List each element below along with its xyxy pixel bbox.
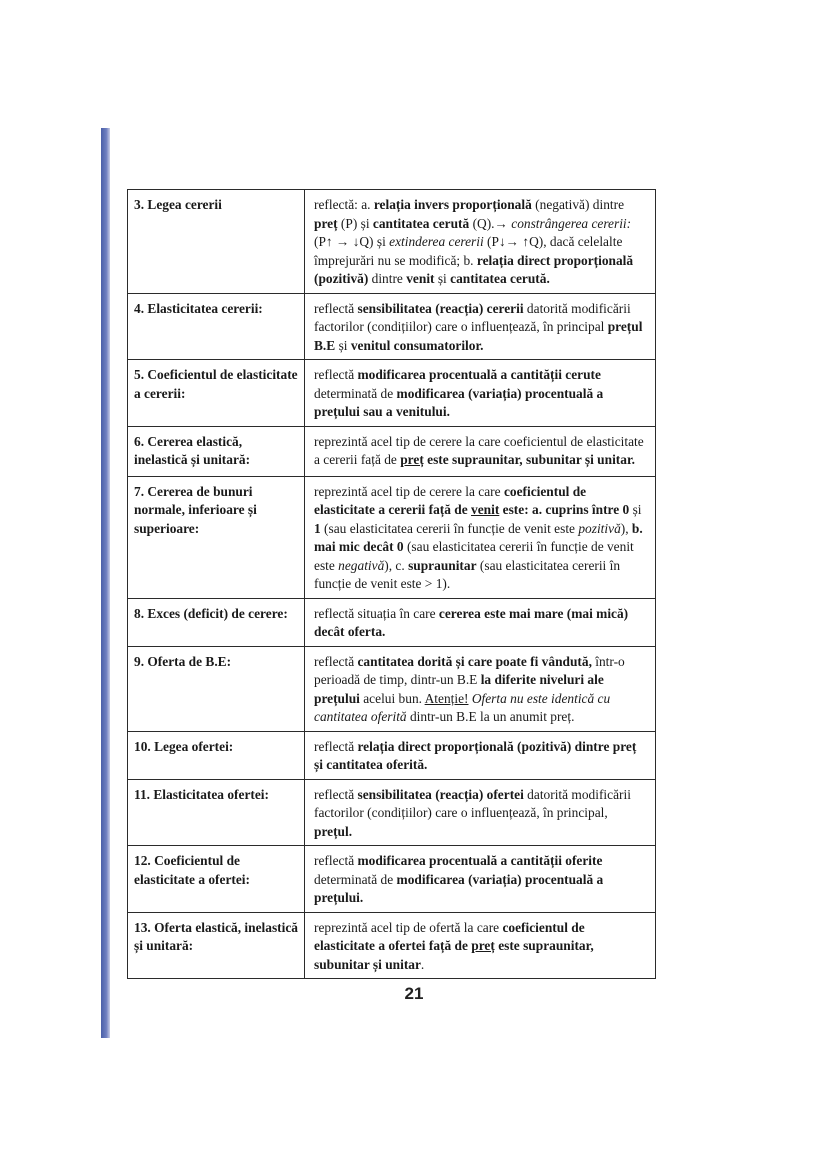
definition-cell [305,293,656,360]
definition-text: determinată de [314,871,397,887]
definition-text: coeficientul de elasticitate a ofertei față de [314,919,585,953]
definition-text: . [420,956,425,972]
definition-row [128,846,656,913]
definition-text: prețul B.E [314,319,643,353]
term-cell: 4. Elasticitatea cererii: [128,293,305,360]
definition-cell [305,426,656,476]
definition-text: (P↓→ ↑Q), dacă celelalte împrejurări nu se modifică; b. [314,234,623,268]
definition-text: reprezintă acel tip de ofertă la care [314,919,503,935]
definition-text: Atenție! [424,690,469,706]
definition-text: preț [471,938,495,953]
definition-text: este: a. [499,502,546,517]
definition-cell [305,912,656,979]
definition-text: modificarea procentuală a cantității cerute [357,367,601,382]
definition-text: este supraunitar, subunitar și unitar [314,938,594,972]
definition-text: acelui bun. [359,690,425,706]
definition-cell [305,846,656,913]
definition-text: modificarea (variația) procentuală a prețului sau a venitului. [314,385,604,419]
definition-row [128,779,656,846]
definition-text: (negativă) dintre [531,197,625,212]
definition-text: reflectă [314,786,358,802]
definition-text: (P↑ → ↓Q) și [314,234,390,249]
definition-cell [305,646,656,731]
definition-text: cererea este mai mare (mai mică) decât oferta. [314,605,629,639]
definition-text: este supraunitar, subunitar și unitar. [423,452,636,467]
definition-text: într-o perioadă de timp, dintr-un B.E [314,653,625,687]
definition-text: (sau elasticitatea cererii în funcție de venit este [314,539,634,573]
definition-text: ), c. [384,557,409,573]
definition-row [128,646,656,731]
definition-text: preț [314,215,338,231]
definition-text: datorită modificării factorilor (condițiilor) care o influențează, în principal [314,300,631,334]
definition-text: la diferite niveluri ale prețului [314,672,604,706]
term-cell: 10. Legea ofertei: [128,731,305,779]
definition-text: sensibilitatea (reacția) ofertei [357,786,524,802]
definition-text: b. mai mic decât 0 [314,520,643,554]
definition-text: determinată de [314,385,397,401]
definition-cell [305,598,656,646]
term-cell: 13. Oferta elastică, inelastică și unitară: [128,912,305,979]
definition-text: datorită modificării factorilor (condițiilor) care o influențează, în principal, [314,786,631,820]
definition-text: preț [400,452,424,467]
definition-text: relația direct proporțională (pozitivă) [314,252,634,286]
definition-row [128,912,656,979]
definition-text: și [335,337,351,353]
definition-text: reprezintă acel tip de cerere la care coeficientul de elasticitate a cererii față de [314,433,644,467]
definition-text: cantitatea cerută. [450,271,550,286]
definition-text: (P) și [337,215,373,231]
definition-text: cantitatea dorită și care poate fi vândută, [357,653,592,669]
definition-text: (sau elasticitatea cererii în funcție de venit este > 1). [314,557,621,591]
definition-row [128,190,656,294]
term-cell: 11. Elasticitatea ofertei: [128,779,305,846]
definition-text: reprezintă acel tip de cerere la care [314,483,504,499]
definition-row [128,731,656,779]
definition-text: dintre [368,271,407,286]
definition-cell [305,360,656,427]
definition-row [128,598,656,646]
definition-text: modificarea (variația) procentuală a prețului. [314,871,604,905]
definition-text: și [629,502,642,517]
definition-text: venit [471,502,500,517]
definition-text: coeficientul de elasticitate a cererii față de [314,483,587,517]
definition-text: relația invers proporțională [373,197,532,212]
definition-text: (Q).→ [469,215,512,231]
definition-text: extinderea cererii [389,234,484,249]
definition-text: venit [406,271,435,286]
definition-text: constrângerea cererii: [511,215,632,231]
definition-row [128,426,656,476]
definition-text: dintr-un B.E la un anumit preț. [406,709,575,724]
definition-cell [305,779,656,846]
definition-cell [305,190,656,294]
definition-text: pozitivă [578,520,621,536]
definition-text: reflectă [314,738,358,754]
definition-text: (sau elasticitatea cererii în funcție de venit este [320,520,579,536]
term-cell: 7. Cererea de bunuri normale, inferioare și superioare: [128,476,305,598]
definition-cell [305,476,656,598]
definition-text: reflectă situația în care [314,605,439,621]
page-number: 21 [404,984,424,1003]
definition-row [128,476,656,598]
definition-text: reflectă: a. [314,197,374,212]
definition-row [128,293,656,360]
definition-text: cuprins între 0 [545,502,630,517]
definition-text: venitul consumatorilor. [350,337,484,353]
term-cell: 8. Exces (deficit) de cerere: [128,598,305,646]
definition-text: supraunitar [408,557,477,573]
definition-text: reflectă [314,367,358,382]
term-cell: 3. Legea cererii [128,190,305,294]
definition-text: ), [620,520,632,536]
definition-text: reflectă [314,853,358,868]
definitions-table [127,189,656,979]
definition-text: relația direct proporțională (pozitivă) dintre preț și cantitatea oferită. [314,738,637,772]
definition-text: sensibilitatea (reacția) cererii [357,300,524,316]
definition-text: și [434,271,451,286]
definition-text: modificarea procentuală a cantității oferite [357,853,603,868]
definition-row [128,360,656,427]
term-cell: 6. Cererea elastică, inelastică și unitară: [128,426,305,476]
definitions-table-body [128,190,656,979]
definition-text: Oferta nu este identică cu cantitatea oferită [314,690,611,724]
definition-text: reflectă [314,300,358,316]
definition-text: cantitatea cerută [372,215,470,231]
definition-text: 1 [314,520,321,536]
term-cell: 9. Oferta de B.E: [128,646,305,731]
page-binding-edge [101,128,110,1038]
term-cell: 5. Coeficientul de elasticitate a cererii: [128,360,305,427]
definition-text: reflectă [314,653,358,669]
definition-text: prețul. [314,823,353,839]
definition-cell [305,731,656,779]
term-cell: 12. Coeficientul de elasticitate a ofertei: [128,846,305,913]
definition-text: negativă [338,557,385,573]
